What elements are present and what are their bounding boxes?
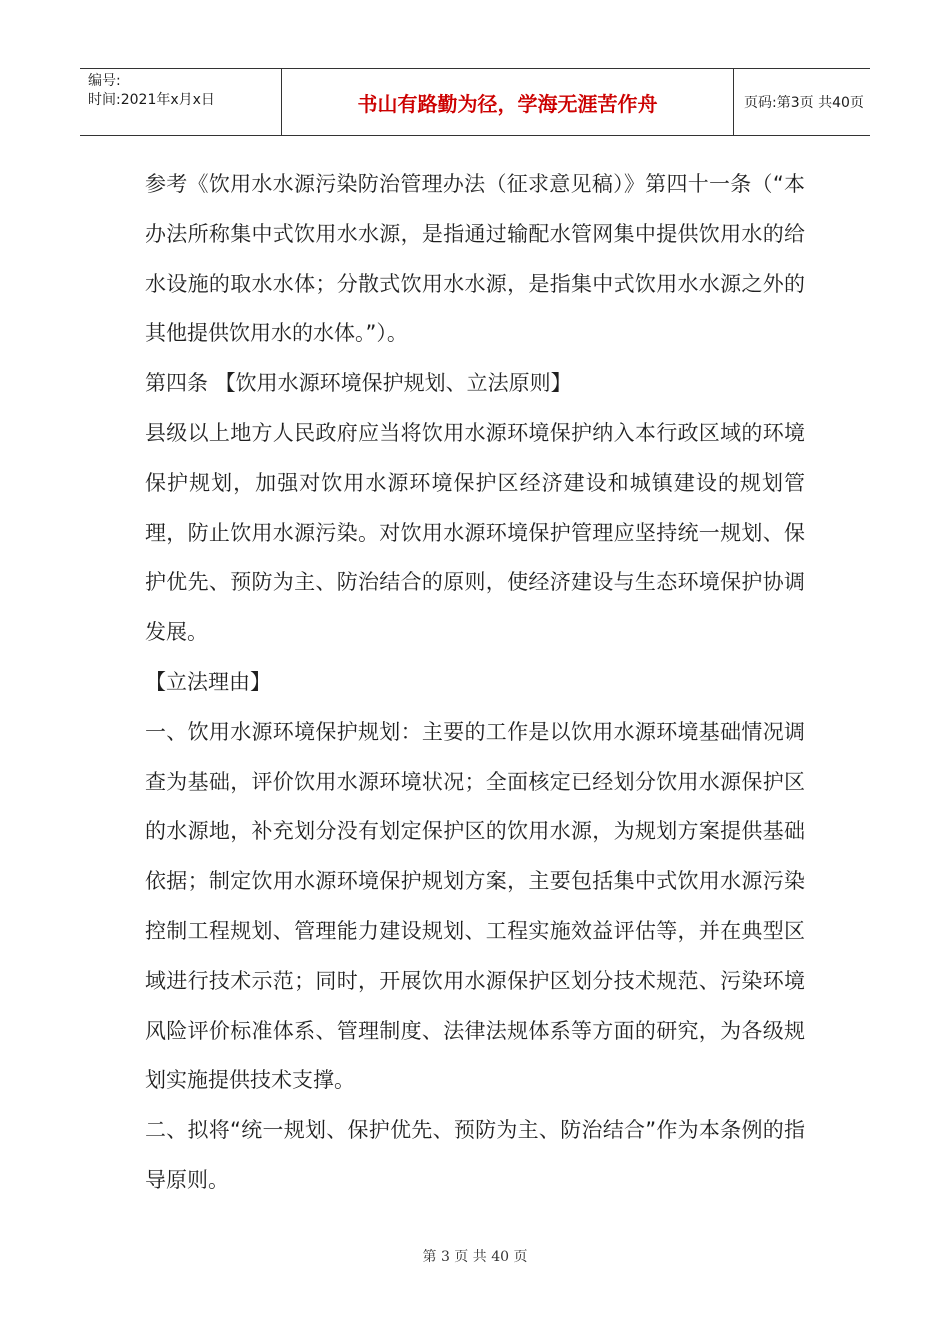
header-motto: 书山有路勤为径，学海无涯苦作舟 xyxy=(282,69,734,135)
paragraph-rationale-one: 一、饮用水源环境保护规划：主要的工作是以饮用水源环境基础情况调查为基础，评价饮用水源环境状况；全面核定已经划分饮用水源保护区的水源地，补充划分没有划定保护区的饮用水源，为规划方案提供基础依据；制定饮用水源环境保护规划方案，主要包括集中式饮用水源污染控制工程规划、管理能力建设规划、工程实施效益评估等，并在典型区域进行技术示范；同时，开展饮用水源保护区划分技术规范、污染环境风险评价标准体系、管理制度、法律法规体系等方面的研究，为各级规划实施提供技术支撑。 xyxy=(145,719,805,1093)
paragraph-rationale-two: 二、拟将“统一规划、保护优先、预防为主、防治结合”作为本条例的指导原则。 xyxy=(145,1118,805,1192)
page-footer: 第 3 页 共 40 页 xyxy=(422,1249,528,1265)
paragraph-article-text: 县级以上地方人民政府应当将饮用水源环境保护纳入本行政区域的环境保护规划，加强对饮用水源环境保护区经济建设和城镇建设的规划管理，防止饮用水源污染。对饮用水源环境保护管理应坚持统一规划、保护优先、预防为主、防治结合的原则，使经济建设与生态环境保护协调发展。 xyxy=(145,420,805,645)
page-header xyxy=(80,68,870,136)
paragraph-reference: 参考《饮用水水源污染防治管理办法（征求意见稿）》第四十一条（“本办法所称集中式饮用水水源，是指通过输配水管网集中提供饮用水的给水设施的取水水体；分散式饮用水水源，是指集中式饮用水水源之外的其他提供饮用水的水体。”）。 xyxy=(145,172,805,346)
section-heading-rationale: 【立法理由】 xyxy=(145,669,271,694)
header-meta xyxy=(80,69,282,135)
document-body xyxy=(145,160,805,1206)
document-time-label: 时间:2021年x月x日 xyxy=(88,92,215,108)
document-number-label: 编号: xyxy=(88,73,121,89)
header-page-info: 页码:第3页 共40页 xyxy=(744,95,864,111)
article-heading: 第四条 【饮用水源环境保护规划、立法原则】 xyxy=(145,371,572,396)
